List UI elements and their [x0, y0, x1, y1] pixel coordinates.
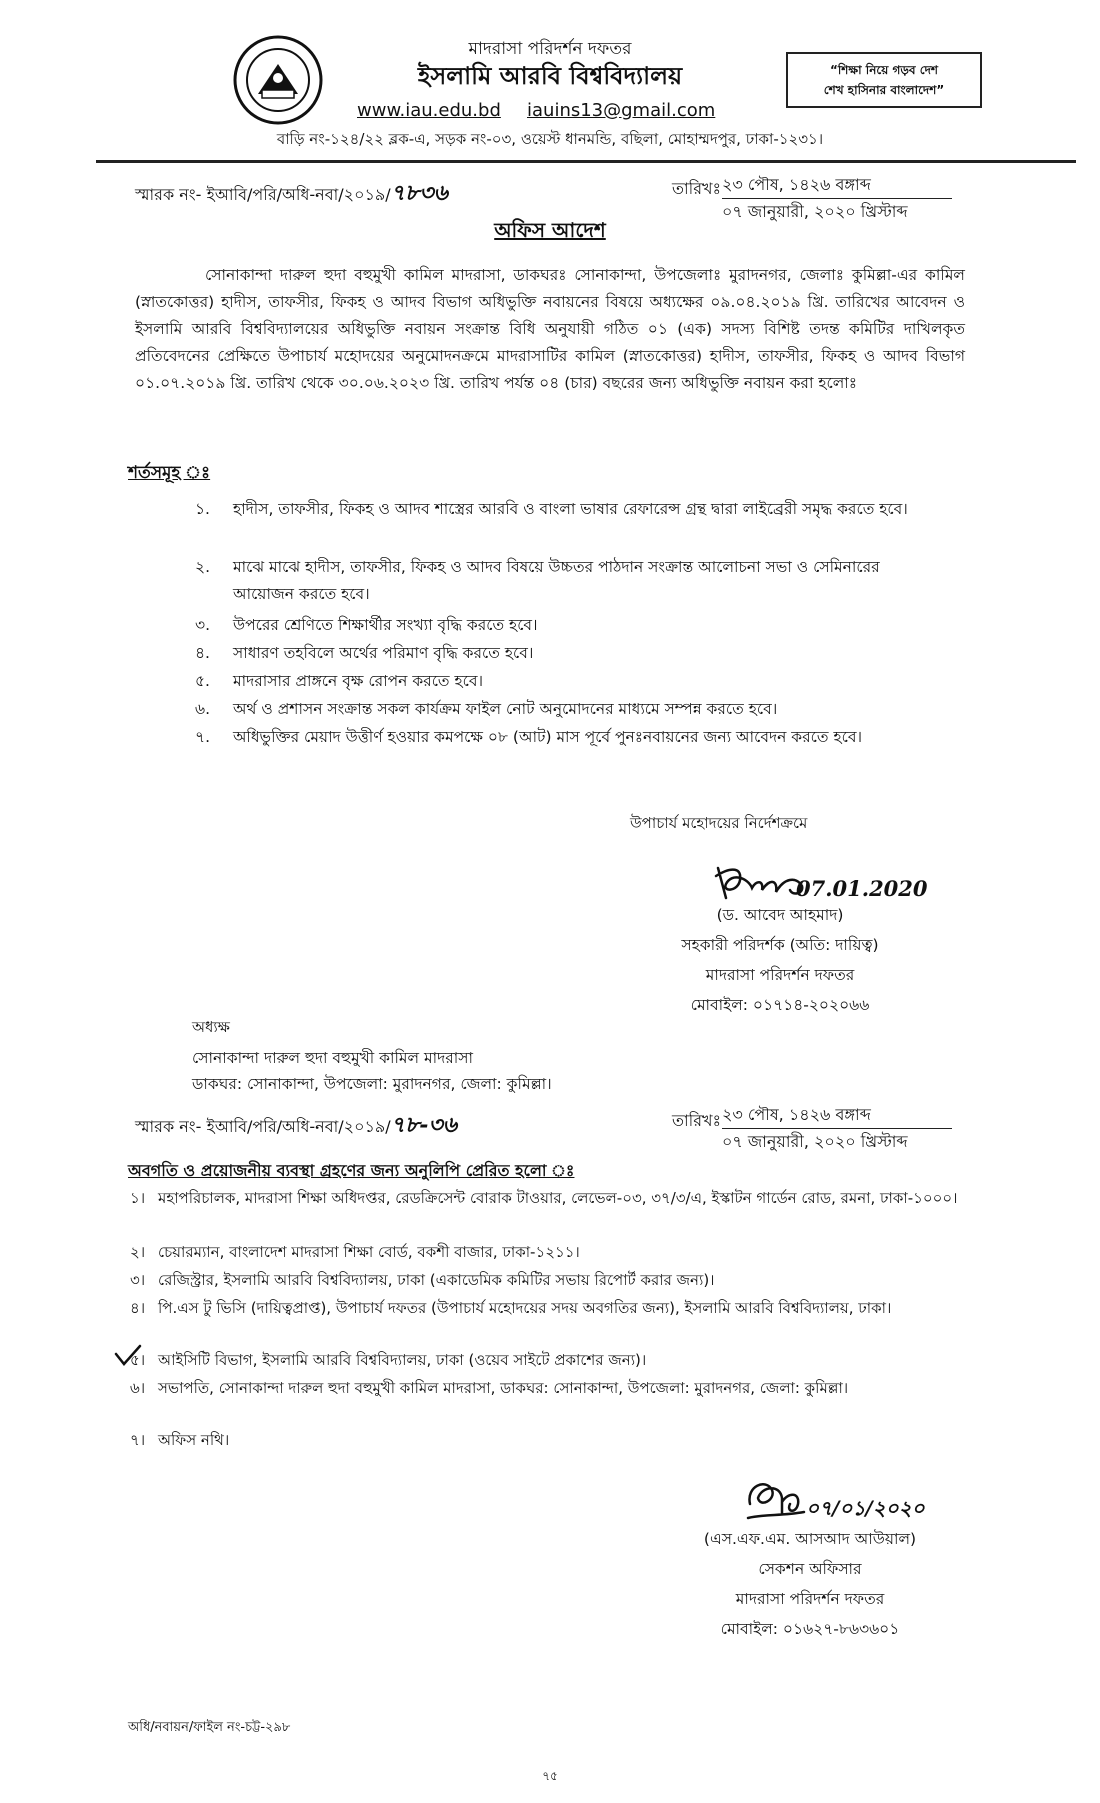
date-bangla: ২৩ পৌষ, ১৪২৬ বঙ্গাব্দ — [722, 175, 871, 194]
copy-number: ৭। — [130, 1431, 146, 1449]
header-divider — [96, 160, 1076, 163]
office-address: বাড়ি নং-১২৪/২২ ব্লক-এ, সড়ক নং-০৩, ওয়েস্ট ধানমন্ডি, বছিলা, মোহাম্মদপুর, ঢাকা-১২৩১। — [276, 130, 824, 148]
recipient-line-1: সোনাকান্দা দারুল হুদা বহুমুখী কামিল মাদরাসা — [192, 1049, 473, 1067]
memo-date-2 — [722, 1102, 952, 1155]
condition-text: হাদীস, তাফসীর, ফিকহ ও আদব শাস্ত্রের আরবি ও বাংলা ভাষার রেফারেন্স গ্রন্থ দ্বারা লাইব্রেরী সমৃদ্ধ করতে হবে। — [233, 500, 908, 518]
copy-number: ১। — [130, 1189, 146, 1207]
copy-text: পি.এস টু ভিসি (দায়িত্বপ্রাপ্ত), উপাচার্য দফতর (উপাচার্য মহোদয়ের সদয় অবগতির জন্য), ইসলামি আরবি বিশ্ববিদ্যালয়, ঢাকা। — [158, 1299, 892, 1317]
date-english: ০৭ জানুয়ারী, ২০২০ খ্রিস্টাব্দ — [722, 198, 952, 225]
condition-number: ৭. — [195, 728, 211, 746]
recipient-line-2: ডাকঘর: সোনাকান্দা, উপজেলা: মুরাদনগর, জেলা: কুমিল্লা। — [192, 1075, 552, 1093]
condition-item-1 — [195, 496, 955, 550]
signature-2-date: ০৭/০১/২০২০ — [806, 1496, 925, 1520]
signatory-designation: সেকশন অফিসার — [758, 1560, 862, 1578]
signature-1-date: 07.01.2020 — [796, 876, 928, 901]
condition-text: সাধারণ তহবিলে অর্থের পরিমাণ বৃদ্ধি করতে হবে। — [233, 644, 534, 662]
memo-number-handwritten: ৭৮-৩৬ — [390, 1112, 457, 1138]
condition-item-4 — [195, 640, 955, 667]
memo-number-prefix: স্মারক নং- ইআবি/পরি/অধি-নবা/২০১৯/ — [135, 185, 391, 204]
copy-number: ৩। — [130, 1271, 146, 1289]
condition-number: ৩. — [195, 616, 211, 634]
slogan-line-1: “শিক্ষা নিয়ে গড়ব দেশ — [829, 63, 939, 77]
copies-title: অবগতি ও প্রয়োজনীয় ব্যবস্থা গ্রহণের জন্য অনুলিপি প্রেরিত হলো ঃ — [128, 1161, 575, 1180]
copy-item-3 — [130, 1268, 990, 1292]
signature-2-image — [742, 1474, 812, 1526]
memo-number-prefix: স্মারক নং- ইআবি/পরি/অধি-নবা/২০১৯/ — [135, 1117, 391, 1136]
university-name: ইসলামি আরবি বিশ্ববিদ্যালয় — [417, 62, 683, 90]
condition-text: অধিভুক্তির মেয়াদ উত্তীর্ণ হওয়ার কমপক্ষে ০৮ (আট) মাস পূর্বে পুনঃনবায়নের জন্য আবেদন করতে হবে। — [233, 728, 862, 746]
memo-number — [135, 176, 448, 213]
slogan-line-2: শেখ হাসিনার বাংলাদেশ” — [823, 83, 945, 97]
memo-number-handwritten: ৭৮৩৬ — [390, 180, 448, 206]
copy-number: ৪। — [130, 1299, 146, 1317]
condition-number: ৫. — [195, 672, 210, 690]
page-number: ৭৫ — [542, 1769, 558, 1783]
condition-number: ৬. — [195, 700, 211, 718]
copy-text: অফিস নথি। — [158, 1431, 230, 1449]
copy-text: সভাপতি, সোনাকান্দা দারুল হুদা বহুমুখী কামিল মাদরাসা, ডাকঘর: সোনাকান্দা, উপজেলা: মুরাদনগর, জেলা: কুমিল্লা। — [158, 1379, 849, 1397]
directive-line: উপাচার্য মহোদয়ের নির্দেশক্রমে — [630, 814, 808, 832]
date-label: তারিখঃ — [672, 179, 722, 198]
signature-2-block — [640, 1524, 980, 1644]
condition-text: উপরের শ্রেণিতে শিক্ষার্থীর সংখ্যা বৃদ্ধি করতে হবে। — [233, 616, 538, 634]
copy-item-7 — [130, 1428, 990, 1452]
condition-text: মাদরাসার প্রাঙ্গনে বৃক্ষ রোপন করতে হবে। — [233, 672, 484, 690]
copy-number: ৬। — [130, 1379, 146, 1397]
signatory-name: (এস.এফ.এম. আসআদ আউয়াল) — [703, 1530, 917, 1548]
order-title: অফিস আদেশ — [494, 218, 606, 242]
website-link[interactable]: www.iau.edu.bd — [357, 100, 501, 121]
signatory-designation: সহকারী পরিদর্শক (অতি: দায়িত্ব) — [681, 936, 879, 954]
condition-number: ২. — [195, 558, 211, 576]
order-paragraph: সোনাকান্দা দারুল হুদা বহুমুখী কামিল মাদরাসা, ডাকঘরঃ সোনাকান্দা, উপজেলাঃ মুরাদনগর, জেলাঃ কুমিল্লা-এর কামিল (স্নাতকোত্তর) হাদীস, তাফসীর, ফিকহ ও আদব বিভাগ অধিভুক্তি নবায়নের বিষয়ে অধ্যক্ষের ০৯.০৪.২০১৯ খ্রি. তারিখের আবেদন ও ইসলামি আরবি বিশ্ববিদ্যালয়ের অধিভুক্তি নবায়ন সংক্রান্ত বিধি অনুযায়ী গঠিত ০১ (এক) সদস্য বিশিষ্ট তদন্ত কমিটির দাখিলকৃত প্রতিবেদনের প্রেক্ষিতে উপাচার্য মহোদয়ের অনুমোদনক্রমে মাদরাসাটির কামিল (স্নাতকোত্তর) হাদীস, তাফসীর, ফিকহ ও আদব বিভাগ ০১.০৭.২০১৯ খ্রি. তারিখ থেকে ৩০.০৬.২০২৩ খ্রি. তারিখ পর্যন্ত ০৪ (চার) বছরের জন্য অধিভুক্তি নবায়ন করা হলোঃ — [135, 266, 965, 392]
copy-item-6 — [130, 1376, 990, 1424]
copy-text: আইসিটি বিভাগ, ইসলামি আরবি বিশ্ববিদ্যালয়, ঢাকা (ওয়েব সাইটে প্রকাশের জন্য)। — [158, 1351, 647, 1369]
memo-number-2 — [135, 1108, 457, 1145]
copy-text: মহাপরিচালক, মাদরাসা শিক্ষা অধিদপ্তর, রেডক্রিসেন্ট বোরাক টাওয়ার, লেভেল-০৩, ৩৭/৩/এ, ইস্কাটন গার্ডেন রোড, রমনা, ঢাকা-১০০০। — [158, 1189, 958, 1207]
email-link[interactable]: iauins13@gmail.com — [527, 100, 716, 121]
copy-item-5 — [130, 1348, 990, 1372]
copy-number: ৫। — [130, 1351, 146, 1369]
condition-item-3 — [195, 612, 955, 639]
condition-item-5 — [195, 668, 955, 695]
file-number: অধি/নবায়ন/ফাইল নং-চট্ট-২৯৮ — [128, 1720, 291, 1735]
copy-number: ২। — [130, 1243, 146, 1261]
condition-number: ৪. — [195, 644, 210, 662]
signatory-name: (ড. আবেদ আহমাদ) — [716, 906, 844, 924]
condition-item-7 — [195, 724, 955, 778]
condition-number: ১. — [195, 500, 210, 518]
signature-1-block — [610, 900, 950, 1020]
date-english: ০৭ জানুয়ারী, ২০২০ খ্রিস্টাব্দ — [722, 1128, 952, 1155]
condition-item-2 — [195, 554, 955, 608]
copy-text: রেজিস্ট্রার, ইসলামি আরবি বিশ্ববিদ্যালয়, ঢাকা (একাডেমিক কমিটির সভায় রিপোর্ট করার জন্য)। — [158, 1271, 715, 1289]
office-name: মাদরাসা পরিদর্শন দফতর — [468, 39, 632, 59]
copy-text: চেয়ারম্যান, বাংলাদেশ মাদরাসা শিক্ষা বোর্ড, বকশী বাজার, ঢাকা-১২১১। — [158, 1243, 580, 1261]
copy-item-4 — [130, 1296, 990, 1344]
recipient-title: অধ্যক্ষ — [192, 1018, 230, 1036]
signatory-mobile: মোবাইল: ০১৭১৪-২০২০৬৬ — [690, 996, 870, 1014]
copy-item-1 — [130, 1186, 990, 1234]
signatory-office: মাদরাসা পরিদর্শন দফতর — [735, 1590, 885, 1608]
signatory-office: মাদরাসা পরিদর্শন দফতর — [705, 966, 855, 984]
conditions-title: শর্তসমূহ ঃ — [128, 463, 211, 483]
signatory-mobile: মোবাইল: ০১৬২৭-৮৬৩৬০১ — [720, 1620, 900, 1638]
condition-item-6 — [195, 696, 955, 723]
condition-text: অর্থ ও প্রশাসন সংক্রান্ত সকল কার্যক্রম ফাইল নোট অনুমোদনের মাধ্যমে সম্পন্ন করতে হবে। — [233, 700, 778, 718]
date-bangla: ২৩ পৌষ, ১৪২৬ বঙ্গাব্দ — [722, 1105, 871, 1124]
condition-text: মাঝে মাঝে হাদীস, তাফসীর, ফিকহ ও আদব বিষয়ে উচ্চতর পাঠদান সংক্রান্ত আলোচনা সভা ও সেমিনারের আয়োজন করতে হবে। — [233, 558, 880, 603]
slogan-box — [786, 52, 982, 108]
copy-item-2 — [130, 1240, 990, 1264]
date-label-2: তারিখঃ — [672, 1111, 722, 1130]
